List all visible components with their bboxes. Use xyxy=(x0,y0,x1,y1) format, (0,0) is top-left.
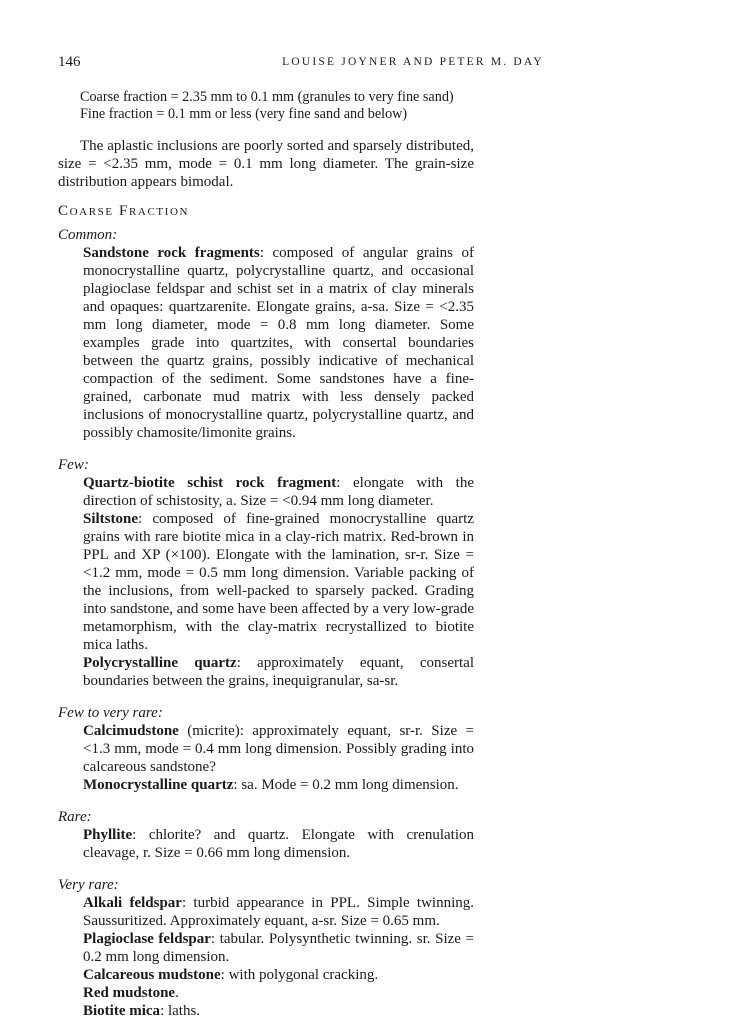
entry-text: : composed of angular grains of monocrystalline quartz, polycrystalline quartz, and occasional plagioclase feldspar and schist set in a matrix of clay minerals and opaques: quartzarenite. Elongate grains, a-sa. Size = <2.35 mm long diameter, mode = 0.8 mm long diameter. Some examples grade into quartzites, with consertal boundaries between the quartz grains, possibly indicative of mechanical compaction of the sediment. Some sandstones have a fine-grained, carbonate mud matrix with less densely packed inclusions of monocrystalline quartz, polycrystalline quartz, and possibly chamosite/limonite grains. xyxy=(83,245,474,441)
category-very-rare: Very rare: xyxy=(58,877,119,893)
entry-alkali-feldspar xyxy=(58,894,474,930)
entry-term: Siltstone xyxy=(83,511,139,527)
entry-term: Calcareous mudstone xyxy=(83,967,221,983)
entry-text: : composed of fine-grained monocrystalline quartz grains with rare biotite mica in a clay-rich matrix. Red-brown in PPL and XP (×100). Elongate with the lamination, sr-r. Size = <1.2 mm, mode = 0.5 mm long dimension. Variable packing of the inclusions, from well-packed to sparsely packed. Grading into sandstone, and some have been affected by a very low-grade metamorphism, with the clay-matrix recrystallized to biotite mica laths. xyxy=(83,511,474,653)
page-number: 146 xyxy=(58,54,81,70)
entry-text: (micrite): approximately equant, sr-r. Size = <1.3 mm, mode = 0.4 mm long dimension. Possibly grading into calcareous sandstone? xyxy=(83,723,474,775)
category-few: Few: xyxy=(58,457,89,473)
section-title: Coarse Fraction xyxy=(58,203,190,219)
entry-text: . xyxy=(175,985,179,1001)
entry-term: Alkali feldspar xyxy=(83,895,182,911)
entry-term: Monocrystalline quartz xyxy=(83,777,234,793)
entry-schist xyxy=(58,474,474,510)
entry-polycrystalline-quartz xyxy=(58,654,474,690)
entry-siltstone xyxy=(58,510,474,654)
entry-biotite-mica xyxy=(58,1002,474,1020)
entry-term: Biotite mica xyxy=(83,1003,161,1019)
entry-calcimudstone xyxy=(58,722,474,776)
entry-calcareous-mudstone xyxy=(58,966,474,984)
entry-text: : sa. Mode = 0.2 mm long dimension. xyxy=(233,777,459,793)
entry-term: Red mudstone xyxy=(83,985,176,1001)
entry-text: : turbid appearance in PPL. Simple twinning. Saussuritized. Approximately equant, a-sr. Size = 0.65 mm. xyxy=(83,895,474,929)
entry-red-mudstone xyxy=(58,984,474,1002)
body-text xyxy=(58,89,474,1020)
entry-term: Calcimudstone xyxy=(83,723,179,739)
entry-term: Phyllite xyxy=(83,827,133,843)
intro-paragraph: The aplastic inclusions are poorly sorted and sparsely distributed, size = <2.35 mm, mode = 0.1 mm long diameter. The grain-size distribution appears bimodal. xyxy=(58,138,474,190)
entry-text: : approximately equant, consertal boundaries between the grains, inequigranular, sa-sr. xyxy=(83,655,474,689)
entry-term: Polycrystalline quartz xyxy=(83,655,237,671)
definition-fine: Fine fraction = 0.1 mm or less (very fine sand and below) xyxy=(80,106,408,122)
entry-text: : with polygonal cracking. xyxy=(220,967,379,983)
entry-term: Sandstone rock fragments xyxy=(83,245,260,261)
entry-monocrystalline-quartz xyxy=(58,776,474,794)
entry-text: : chlorite? and quartz. Elongate with crenulation cleavage, r. Size = 0.66 mm long dimension. xyxy=(83,827,474,861)
category-common: Common: xyxy=(58,227,118,243)
entry-sandstone xyxy=(58,244,474,442)
entry-text: : laths. xyxy=(160,1003,201,1019)
entry-term: Plagioclase feldspar xyxy=(83,931,211,947)
category-rare: Rare: xyxy=(58,809,92,825)
running-head: LOUISE JOYNER AND PETER M. DAY xyxy=(282,56,544,68)
definition-coarse: Coarse fraction = 2.35 mm to 0.1 mm (granules to very fine sand) xyxy=(80,89,454,105)
entry-text: : elongate with the direction of schistosity, a. Size = <0.94 mm long diameter. xyxy=(83,475,474,509)
category-few-to-very-rare: Few to very rare: xyxy=(58,705,163,721)
entry-plagioclase-feldspar xyxy=(58,930,474,966)
entry-text: : tabular. Polysynthetic twinning. sr. Size = 0.2 mm long dimension. xyxy=(83,931,474,965)
entry-term: Quartz-biotite schist rock fragment xyxy=(83,475,337,491)
entry-phyllite xyxy=(58,826,474,862)
